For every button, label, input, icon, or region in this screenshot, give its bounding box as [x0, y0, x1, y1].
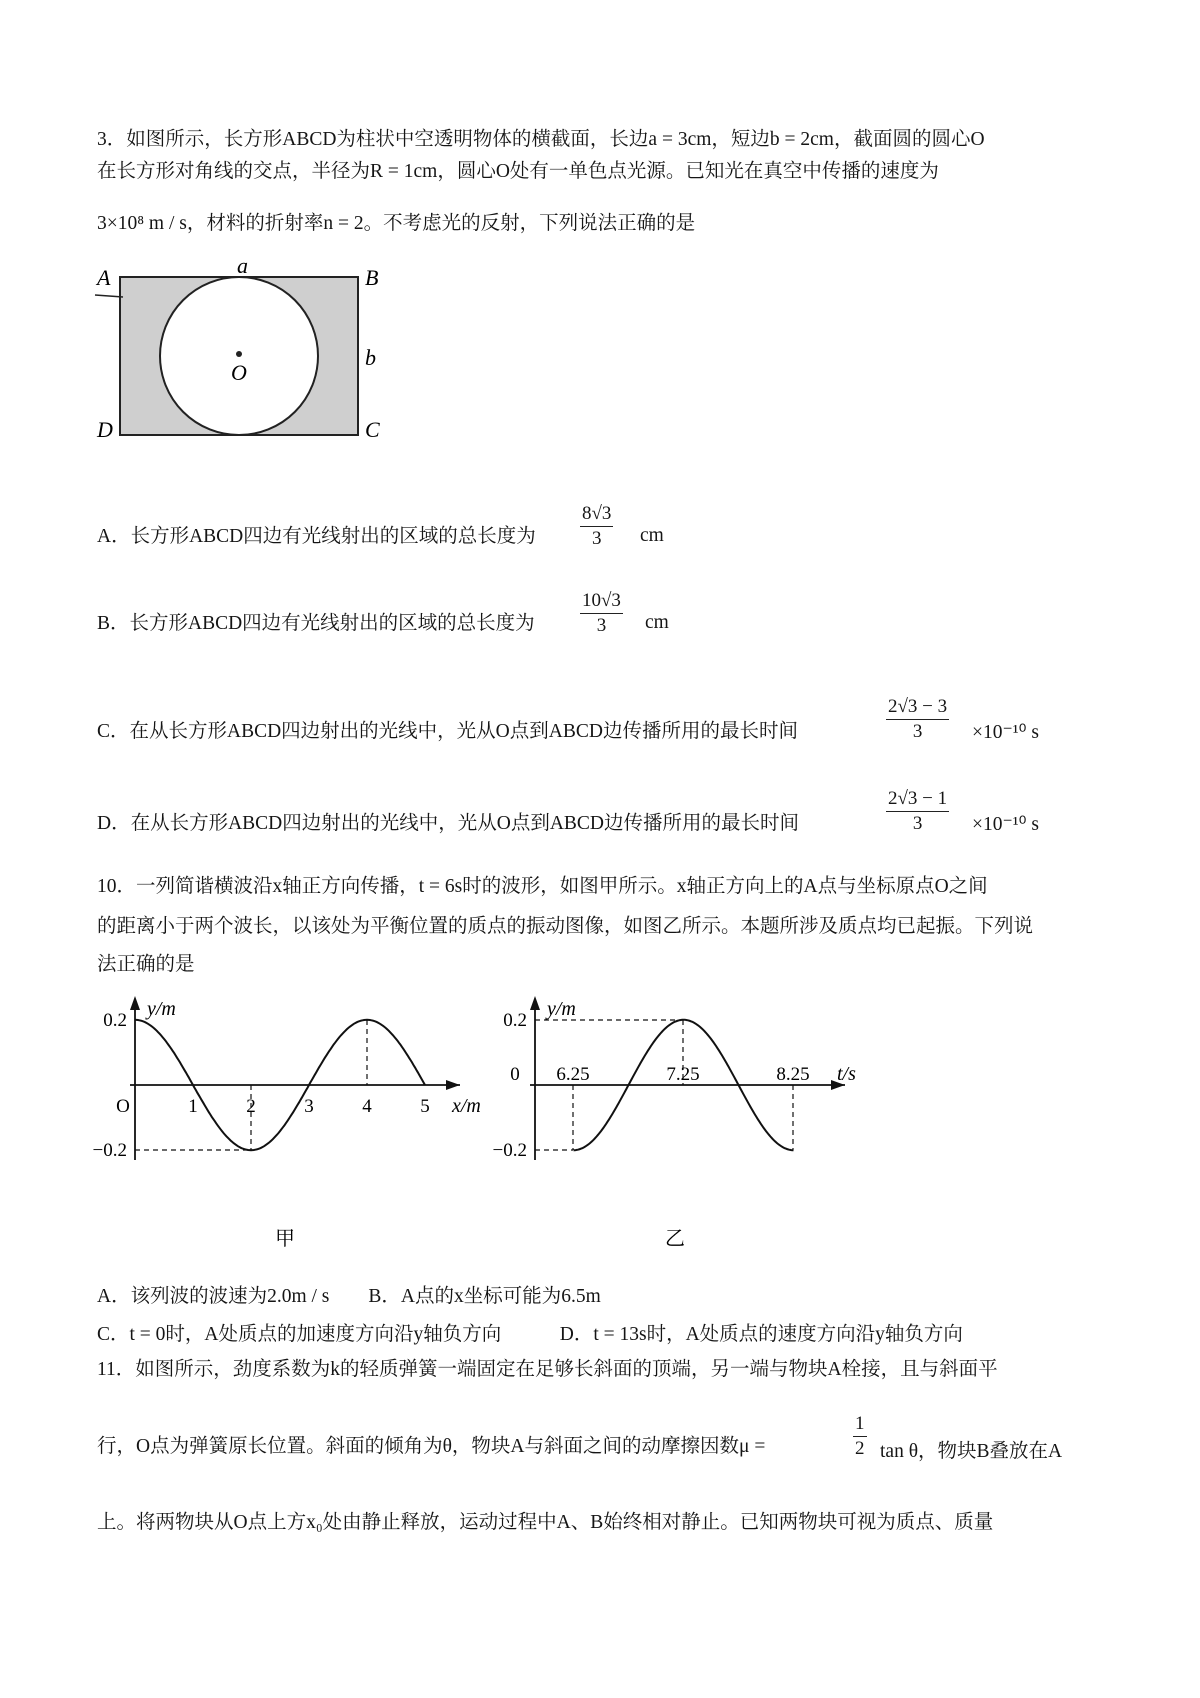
- q3-line1: 3．如图所示，长方形ABCD为柱状中空透明物体的横截面，长边a = 3cm，短边b = 2cm，截面圆的圆心O: [97, 129, 985, 150]
- q3-optB-unit: cm: [645, 612, 669, 633]
- label-C: C: [365, 417, 380, 442]
- q11-line3: 上。将两物块从O点上方x₀处由静止释放，运动过程中A、B始终相对静止。已知两物块可视为质点、质量: [97, 1512, 994, 1533]
- x-tick-label: 6.25: [556, 1064, 590, 1085]
- q3-line2: 在长方形对角线的交点，半径为R = 1cm，圆心O处有一单色点光源。已知光在真空中传播的速度为: [97, 161, 939, 182]
- chart-caption: 甲: [275, 1228, 295, 1250]
- q3-line3: 3×10⁸ m / s，材料的折射率n = 2。不考虑光的反射，下列说法正确的是: [97, 213, 696, 234]
- rectangle-circle-figure: [95, 255, 415, 455]
- vibration-chart-yi: [492, 990, 960, 1250]
- x-tick-label: 5: [420, 1096, 430, 1117]
- center-point: [236, 351, 242, 357]
- q3-optB-lead: B．长方形ABCD四边有光线射出的区域的总长度为: [97, 613, 535, 634]
- q3-optC-unit: ×10⁻¹⁰ s: [972, 722, 1039, 743]
- q3-optA-num: 8√3: [582, 503, 612, 524]
- y-axis-label: y/m: [147, 998, 176, 1020]
- chart-caption: 乙: [665, 1228, 685, 1250]
- y-tick-label: −0.2: [492, 1140, 527, 1162]
- q11-mu-frac: [853, 1413, 867, 1460]
- q3-optA-den: 3: [591, 528, 602, 549]
- q3-optD-den: 3: [912, 813, 923, 834]
- q3-optC-num: 2√3 − 3: [888, 696, 948, 717]
- x-axis-label: t/s: [837, 1063, 856, 1085]
- q3-optD-unit: ×10⁻¹⁰ s: [972, 814, 1039, 835]
- label-A: A: [97, 265, 111, 290]
- q3-optC-lead: C．在从长方形ABCD四边射出的光线中，光从O点到ABCD边传播所用的最长时间: [97, 721, 798, 742]
- x-tick-label: 0: [510, 1064, 520, 1085]
- x-tick-label: 4: [362, 1096, 372, 1117]
- q3-optB-num: 10√3: [582, 590, 621, 611]
- x-tick-label: 8.25: [776, 1064, 810, 1085]
- q3-optA-lead: A．长方形ABCD四边有光线射出的区域的总长度为: [97, 526, 536, 547]
- q3-optD-num: 2√3 − 1: [888, 788, 948, 809]
- label-a: a: [237, 253, 248, 278]
- q3-optC-frac: [886, 696, 949, 743]
- q3-optB-den: 3: [596, 615, 607, 636]
- y-axis-arrow: [130, 996, 140, 1010]
- label-O: O: [231, 360, 247, 385]
- x-tick-label: O: [116, 1096, 130, 1117]
- q11-line2-tail: tan θ，物块B叠放在A: [880, 1441, 1063, 1462]
- q11-line2-lead: 行，O点为弹簧原长位置。斜面的倾角为θ，物块A与斜面之间的动摩擦因数μ =: [97, 1436, 766, 1457]
- q10-line1: 10．一列简谐横波沿x轴正方向传播，t = 6s时的波形，如图甲所示。x轴正方向上的A点与坐标原点O之间: [97, 876, 988, 897]
- wave-chart-jia: [92, 990, 515, 1250]
- y-tick-label: 0.2: [103, 1009, 127, 1031]
- q11-line1: 11．如图所示，劲度系数为k的轻质弹簧一端固定在足够长斜面的顶端，另一端与物块A栓接，且与斜面平: [97, 1359, 998, 1380]
- label-B: B: [365, 265, 379, 290]
- q3-optC-den: 3: [912, 721, 923, 742]
- q10-options-row2: C．t = 0时，A处质点的加速度方向沿y轴负方向 D．t = 13s时，A处质点的速度方向沿y轴负方向: [97, 1324, 963, 1345]
- x-axis-arrow: [446, 1080, 460, 1090]
- q3-optB-frac: [580, 590, 623, 637]
- x-tick-label: 3: [304, 1096, 314, 1117]
- q10-line2: 的距离小于两个波长，以该处为平衡位置的质点的振动图像，如图乙所示。本题所涉及质点均已起振。下列说: [97, 916, 1034, 937]
- y-tick-label: 0.2: [503, 1009, 527, 1031]
- q11-mu-den: 2: [855, 1438, 865, 1459]
- y-axis-label: y/m: [547, 998, 576, 1020]
- y-axis-arrow: [530, 996, 540, 1010]
- q10-line3: 法正确的是: [97, 954, 195, 975]
- q3-optA-unit: cm: [640, 525, 664, 546]
- q3-optD-frac: [886, 788, 949, 835]
- q3-optA-frac: [580, 503, 613, 550]
- label-b: b: [365, 345, 376, 370]
- q11-mu-num: 1: [855, 1413, 865, 1434]
- x-tick-label: 7.25: [666, 1064, 700, 1085]
- y-tick-label: −0.2: [92, 1140, 127, 1162]
- x-tick-label: 1: [188, 1096, 198, 1117]
- label-D: D: [97, 417, 113, 442]
- q10-options-row1: A．该列波的波速为2.0m / s B．A点的x坐标可能为6.5m: [97, 1286, 601, 1307]
- x-tick-label: 2: [246, 1096, 256, 1117]
- q3-optD-lead: D．在从长方形ABCD四边射出的光线中，光从O点到ABCD边传播所用的最长时间: [97, 813, 800, 834]
- x-axis-label: x/m: [452, 1095, 481, 1117]
